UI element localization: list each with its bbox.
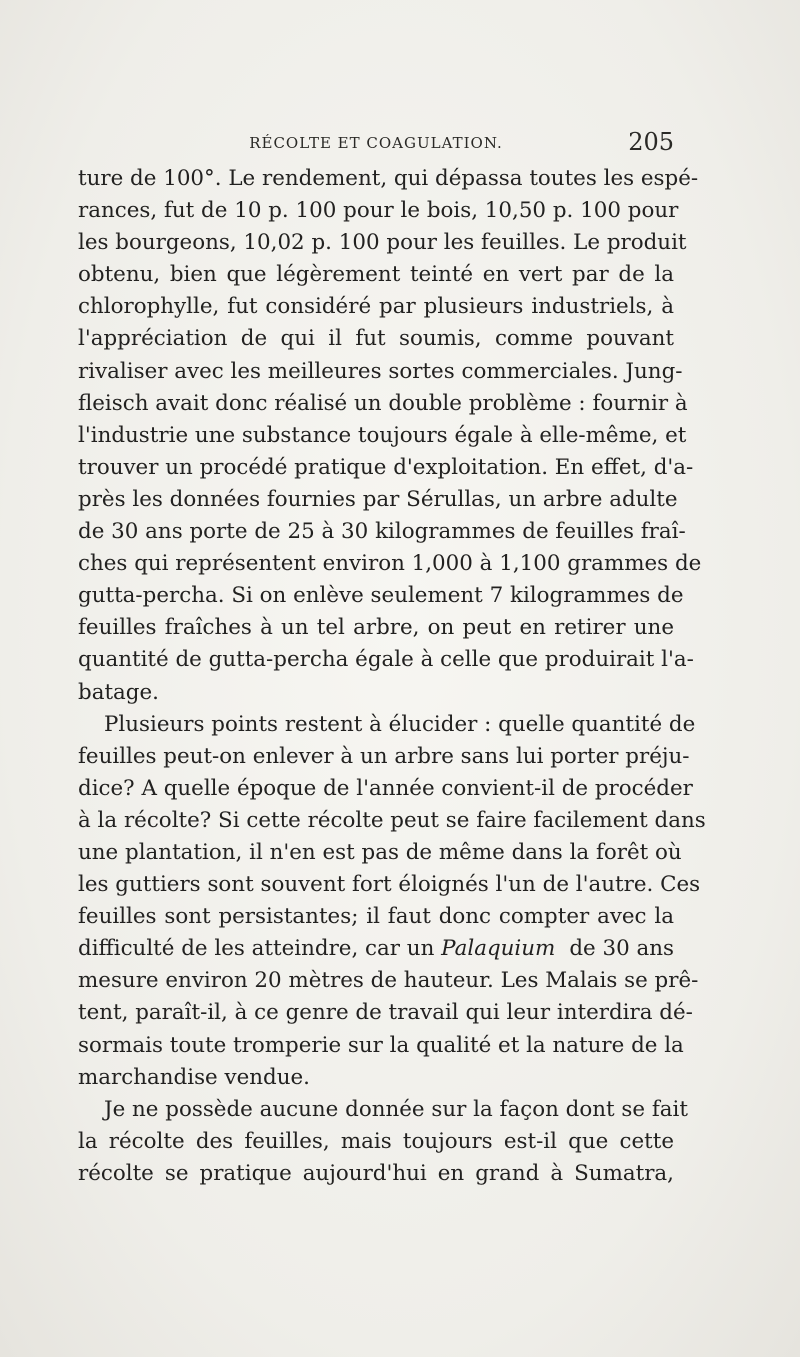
paragraph-3 — [78, 1094, 688, 1190]
page-number: 205 — [628, 128, 674, 156]
text-line-last: batage. — [78, 679, 159, 705]
text-line-last: marchandise vendue. — [78, 1064, 310, 1090]
italic-genus-name: Palaquium — [441, 936, 556, 962]
text-line: les guttiers sont souvent fort éloignés l'un de l'autre. Ces — [78, 872, 701, 898]
text-line: dice? A quelle époque de l'année convient-il de procéder — [78, 775, 693, 801]
text-line: feuilles peut-on enlever à un arbre sans lui porter préju- — [78, 743, 690, 769]
text-line: chlorophylle, fut considéré par plusieurs industriels, à — [78, 294, 674, 320]
text-line: difficulté de les atteindre, car un Palaquium de 30 ans — [78, 933, 674, 965]
text-line: gutta-percha. Si on enlève seulement 7 kilogrammes de — [78, 583, 684, 609]
text-line: fleisch avait donc réalisé un double problème : fournir à — [78, 390, 688, 416]
page-header — [78, 128, 674, 158]
text-line: quantité de gutta-percha égale à celle que produirait l'a- — [78, 647, 694, 673]
text-line: feuilles sont persistantes; il faut donc compter avec la — [78, 904, 674, 930]
body-text — [78, 163, 706, 1190]
paragraph-1 — [78, 163, 702, 709]
text-line: tent, paraît-il, à ce genre de travail qui leur interdira dé- — [78, 1000, 693, 1026]
paragraph-2 — [78, 709, 706, 1094]
text-line: l'industrie une substance toujours égale à elle-même, et — [78, 422, 687, 448]
text-line: trouver un procédé pratique d'exploitation. En effet, d'a- — [78, 454, 694, 480]
text-line: à la récolte? Si cette récolte peut se faire facilement dans — [78, 807, 706, 833]
text-line: récolte se pratique aujourd'hui en grand à Sumatra, — [78, 1160, 674, 1186]
text-line: les bourgeons, 10,02 p. 100 pour les feuilles. Le produit — [78, 230, 687, 256]
text-line: de 30 ans porte de 25 à 30 kilogrammes de feuilles fraî- — [78, 519, 686, 545]
text-line: Plusieurs points restent à élucider : quelle quantité de — [104, 711, 696, 737]
text-line: la récolte des feuilles, mais toujours est-il que cette — [78, 1128, 674, 1154]
text-line: rances, fut de 10 p. 100 pour le bois, 10,50 p. 100 pour — [78, 198, 679, 224]
text-line: ches qui représentent environ 1,000 à 1,100 grammes de — [78, 551, 702, 577]
text-line: feuilles fraîches à un tel arbre, on peut en retirer une — [78, 615, 674, 641]
text-line: sormais toute tromperie sur la qualité et la nature de la — [78, 1032, 684, 1058]
text-line: une plantation, il n'en est pas de même dans la forêt où — [78, 839, 682, 865]
text-line: Je ne possède aucune donnée sur la façon dont se fait — [104, 1096, 688, 1122]
text-line: rivaliser avec les meilleures sortes commerciales. Jung- — [78, 358, 683, 384]
text-line: mesure environ 20 mètres de hauteur. Les Malais se prê- — [78, 968, 699, 994]
running-head: RÉCOLTE ET COAGULATION. — [249, 134, 503, 152]
text-line: obtenu, bien que légèrement teinté en vert par de la — [78, 262, 674, 288]
text-line: l'appréciation de qui il fut soumis, comme pouvant — [78, 326, 674, 352]
text-line: ture de 100°. Le rendement, qui dépassa toutes les espé- — [78, 166, 699, 191]
text-line: près les données fournies par Sérullas, un arbre adulte — [78, 486, 678, 512]
